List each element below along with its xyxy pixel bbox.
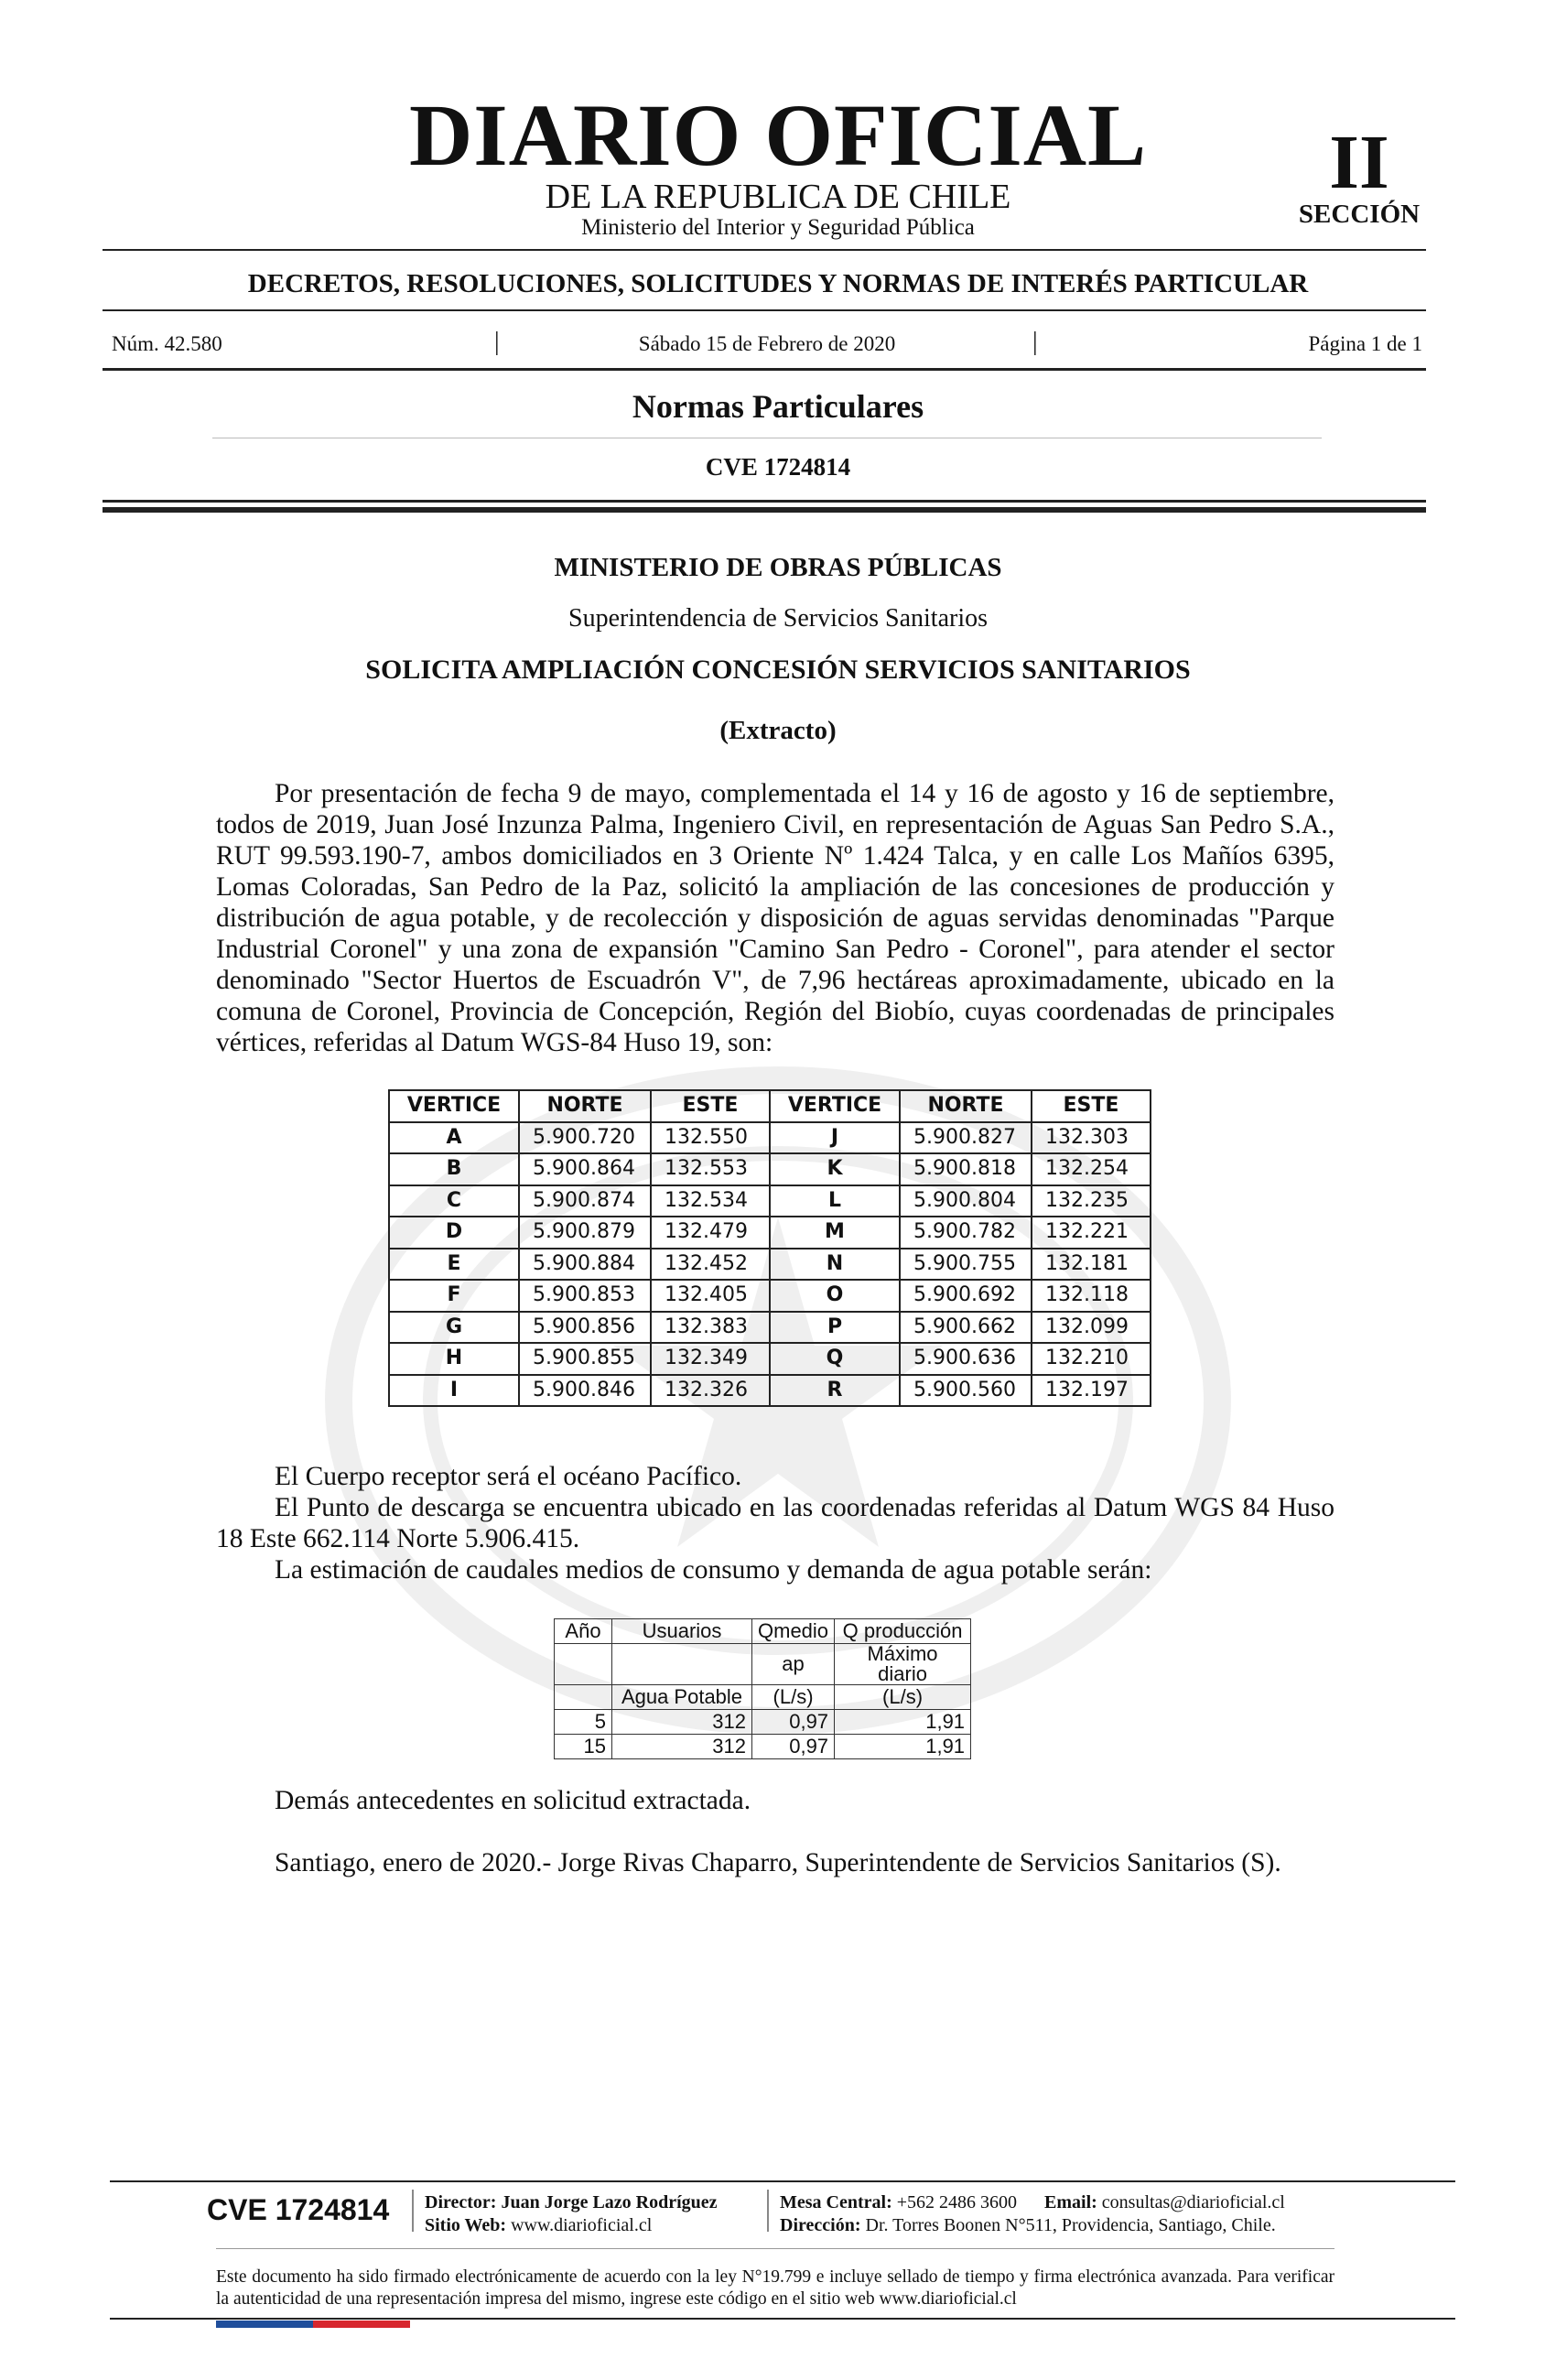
table-row xyxy=(389,1375,1151,1407)
cve-rule-lower xyxy=(103,507,1426,513)
address-value: Dr. Torres Boonen N°511, Providencia, Santiago, Chile. xyxy=(865,2215,1276,2235)
table-cell: 132.181 xyxy=(1032,1249,1151,1281)
footer-inner-rule xyxy=(216,2248,1334,2249)
column-header: VERTICE xyxy=(389,1090,519,1122)
column-header: Agua Potable xyxy=(612,1685,752,1710)
table-row xyxy=(389,1312,1151,1344)
table-row xyxy=(389,1249,1151,1281)
table-cell: H xyxy=(389,1343,519,1375)
table-cell: B xyxy=(389,1153,519,1185)
page-indicator: Página 1 de 1 xyxy=(1308,332,1422,355)
flag-stripe-blue xyxy=(216,2320,313,2328)
table-cell: 5.900.782 xyxy=(900,1217,1032,1249)
table-cell: N xyxy=(770,1249,900,1281)
main-paragraph: Por presentación de fecha 9 de mayo, complementada el 14 y 16 de agosto y 16 de septiembre, todos de 2019, Juan José Inzunza Palma, Ingeniero Civil, en representación de Aguas San Pedro S.A., RUT 99.593.190-7, ambos domiciliados en 3 Oriente Nº 1.424 Talca, y en calle Los Mañíos 6395, Lomas Coloradas, San Pedro de la Paz, solicitó la ampliación de las concesiones de producción y distribución de agua potable, y de recolección y disposición de aguas servidas denominadas "Parque Industrial Coronel" y una zona de expansión "Camino San Pedro - Coronel", para atender el sector denominado "Sector Huertos de Escuadrón V", de 7,96 hectáreas aproximadamente, ubicado en la comuna de Coronel, Provincia de Concepción, Región del Biobío, cuyas coordenadas de principales vértices, referidas al Datum WGS-84 Huso 19, son: xyxy=(216,779,1334,1057)
section-banner: DECRETOS, RESOLUCIONES, SOLICITUDES Y NORMAS DE INTERÉS PARTICULAR xyxy=(247,269,1309,298)
table-cell: C xyxy=(389,1185,519,1217)
table-cell xyxy=(555,1685,612,1710)
column-header: ap xyxy=(752,1644,835,1685)
table-cell: 132.210 xyxy=(1032,1343,1151,1375)
table-cell: 132.534 xyxy=(651,1185,770,1217)
table-header-row xyxy=(389,1090,1151,1122)
column-header: ESTE xyxy=(651,1090,770,1122)
footer-contact-block xyxy=(780,2191,1285,2237)
flag-stripe-red xyxy=(313,2320,410,2328)
email-label: Email: xyxy=(1044,2192,1097,2212)
table-cell: G xyxy=(389,1312,519,1344)
director-label: Director: xyxy=(425,2192,497,2212)
table-cell: 132.221 xyxy=(1032,1217,1151,1249)
table-cell: R xyxy=(770,1375,900,1407)
masthead-title: DIARIO OFICIAL xyxy=(408,86,1148,184)
column-header: Año xyxy=(555,1619,612,1644)
table-cell: 15 xyxy=(555,1735,612,1759)
meta-rule xyxy=(103,368,1426,371)
table-cell: I xyxy=(389,1375,519,1407)
footer-director-block xyxy=(425,2191,718,2237)
masthead-ministry: Ministerio del Interior y Seguridad Pública xyxy=(581,215,975,240)
table-cell: 132.349 xyxy=(651,1343,770,1375)
masthead-subtitle: DE LA REPUBLICA DE CHILE xyxy=(545,178,1011,216)
table-cell: 5.900.864 xyxy=(519,1153,651,1185)
table-cell: 132.118 xyxy=(1032,1280,1151,1312)
table-cell: 5.900.874 xyxy=(519,1185,651,1217)
table-header-row xyxy=(555,1619,971,1644)
table-cell: J xyxy=(770,1122,900,1154)
column-header: Qmedio xyxy=(752,1619,835,1644)
table-cell xyxy=(612,1644,752,1685)
table-row xyxy=(389,1185,1151,1217)
meta-separator: | xyxy=(1032,328,1038,356)
table-cell: 132.099 xyxy=(1032,1312,1151,1344)
table-row xyxy=(389,1153,1151,1185)
document-agency: Superintendencia de Servicios Sanitarios xyxy=(568,604,988,633)
table-cell: 5.900.636 xyxy=(900,1343,1032,1375)
table-row xyxy=(555,1710,971,1735)
table-cell: 0,97 xyxy=(752,1710,835,1735)
table-cell: 132.550 xyxy=(651,1122,770,1154)
web-link[interactable]: www.diarioficial.cl xyxy=(511,2215,653,2235)
table-cell: 5.900.692 xyxy=(900,1280,1032,1312)
table-cell: F xyxy=(389,1280,519,1312)
footer-cve: CVE 1724814 xyxy=(207,2193,390,2226)
table-cell: 5.900.856 xyxy=(519,1312,651,1344)
section-numeral: II xyxy=(1329,120,1389,205)
meta-separator: | xyxy=(494,328,500,356)
category-heading: Normas Particulares xyxy=(632,388,924,425)
table-row xyxy=(389,1217,1151,1249)
phone-label: Mesa Central: xyxy=(780,2192,892,2212)
footer-rule xyxy=(110,2180,1455,2182)
table-cell: 5.900.855 xyxy=(519,1343,651,1375)
table-cell: 312 xyxy=(612,1710,752,1735)
table-row xyxy=(389,1280,1151,1312)
table-cell: 5.900.879 xyxy=(519,1217,651,1249)
table-cell: 1,91 xyxy=(835,1735,971,1759)
table-cell: D xyxy=(389,1217,519,1249)
address-label: Dirección: xyxy=(780,2215,861,2235)
flow-estimation-table xyxy=(554,1618,971,1759)
table-cell: 5 xyxy=(555,1710,612,1735)
table-cell: 5.900.827 xyxy=(900,1122,1032,1154)
footer-legal-notice: Este documento ha sido firmado electrónicamente de acuerdo con la ley N°19.799 e incluye sellado de tiempo y firma electrónica avanzada. Para verificar la autenticidad de una representación impresa del mismo, ingrese este código en el sitio web www.diarioficial.cl xyxy=(216,2267,1334,2309)
discharge-line: El Punto de descarga se encuentra ubicado en las coordenadas referidas al Datum WGS 84 Huso 18 Este 662.114 Norte 5.906.415. xyxy=(216,1493,1334,1553)
table-cell: 5.900.846 xyxy=(519,1375,651,1407)
table-cell: A xyxy=(389,1122,519,1154)
footer-divider xyxy=(767,2190,769,2232)
column-header: (L/s) xyxy=(752,1685,835,1710)
issue-number: Núm. 42.580 xyxy=(112,332,222,355)
antecedentes-line: Demás antecedentes en solicitud extractada. xyxy=(275,1786,751,1815)
estimation-line: La estimación de caudales medios de consumo y demanda de agua potable serán: xyxy=(275,1555,1152,1585)
table-cell: 132.553 xyxy=(651,1153,770,1185)
column-header: Q producción xyxy=(835,1619,971,1644)
table-cell: E xyxy=(389,1249,519,1281)
table-cell: 132.452 xyxy=(651,1249,770,1281)
email-link[interactable]: consultas@diarioficial.cl xyxy=(1101,2192,1285,2212)
web-label: Sitio Web: xyxy=(425,2215,507,2235)
document-ministry: MINISTERIO DE OBRAS PÚBLICAS xyxy=(554,553,1002,582)
footer-divider xyxy=(412,2190,414,2232)
document-title: SOLICITA AMPLIACIÓN CONCESIÓN SERVICIOS SANITARIOS xyxy=(365,654,1191,685)
table-cell: 5.900.804 xyxy=(900,1185,1032,1217)
vertex-coordinates-table xyxy=(388,1089,1151,1407)
table-cell: 312 xyxy=(612,1735,752,1759)
table-cell: 5.900.720 xyxy=(519,1122,651,1154)
column-header: NORTE xyxy=(519,1090,651,1122)
table-cell: 132.405 xyxy=(651,1280,770,1312)
table-cell: 132.235 xyxy=(1032,1185,1151,1217)
table-cell: 5.900.818 xyxy=(900,1153,1032,1185)
issue-date: Sábado 15 de Febrero de 2020 xyxy=(638,332,896,355)
table-cell: L xyxy=(770,1185,900,1217)
footer-bottom-rule xyxy=(110,2318,1455,2320)
table-cell: 5.900.853 xyxy=(519,1280,651,1312)
column-header: (L/s) xyxy=(835,1685,971,1710)
table-header-row xyxy=(555,1685,971,1710)
director-name: Juan Jorge Lazo Rodríguez xyxy=(501,2192,718,2212)
table-cell: 132.254 xyxy=(1032,1153,1151,1185)
column-header: ESTE xyxy=(1032,1090,1151,1122)
phone-value: +562 2486 3600 xyxy=(896,2192,1018,2212)
table-cell: O xyxy=(770,1280,900,1312)
table-cell: 132.303 xyxy=(1032,1122,1151,1154)
table-cell: Q xyxy=(770,1343,900,1375)
table-row xyxy=(389,1122,1151,1154)
table-cell: 132.326 xyxy=(651,1375,770,1407)
banner-rule xyxy=(103,309,1426,311)
table-cell: P xyxy=(770,1312,900,1344)
section-label: SECCIÓN xyxy=(1298,200,1421,229)
table-header-row xyxy=(555,1644,971,1685)
table-cell: 0,97 xyxy=(752,1735,835,1759)
header-rule xyxy=(103,249,1426,251)
table-cell: 5.900.884 xyxy=(519,1249,651,1281)
table-cell: M xyxy=(770,1217,900,1249)
table-cell xyxy=(555,1644,612,1685)
document-subtitle: (Extracto) xyxy=(719,716,837,745)
table-cell: 132.479 xyxy=(651,1217,770,1249)
column-header: VERTICE xyxy=(770,1090,900,1122)
signature-line: Santiago, enero de 2020.- Jorge Rivas Chaparro, Superintendente de Servicios Sanitarios (S). xyxy=(275,1848,1281,1877)
table-cell: 5.900.560 xyxy=(900,1375,1032,1407)
table-row xyxy=(389,1343,1151,1375)
table-cell: 5.900.662 xyxy=(900,1312,1032,1344)
cve-rule-upper xyxy=(103,500,1426,503)
receptor-line: El Cuerpo receptor será el océano Pacífico. xyxy=(275,1462,742,1491)
table-cell: K xyxy=(770,1153,900,1185)
column-header: Máximo diario xyxy=(835,1644,971,1685)
cve-code: CVE 1724814 xyxy=(705,453,851,481)
table-cell: 1,91 xyxy=(835,1710,971,1735)
column-header: NORTE xyxy=(900,1090,1032,1122)
table-row xyxy=(555,1735,971,1759)
table-cell: 5.900.755 xyxy=(900,1249,1032,1281)
table-cell: 132.383 xyxy=(651,1312,770,1344)
column-header: Usuarios xyxy=(612,1619,752,1644)
table-cell: 132.197 xyxy=(1032,1375,1151,1407)
